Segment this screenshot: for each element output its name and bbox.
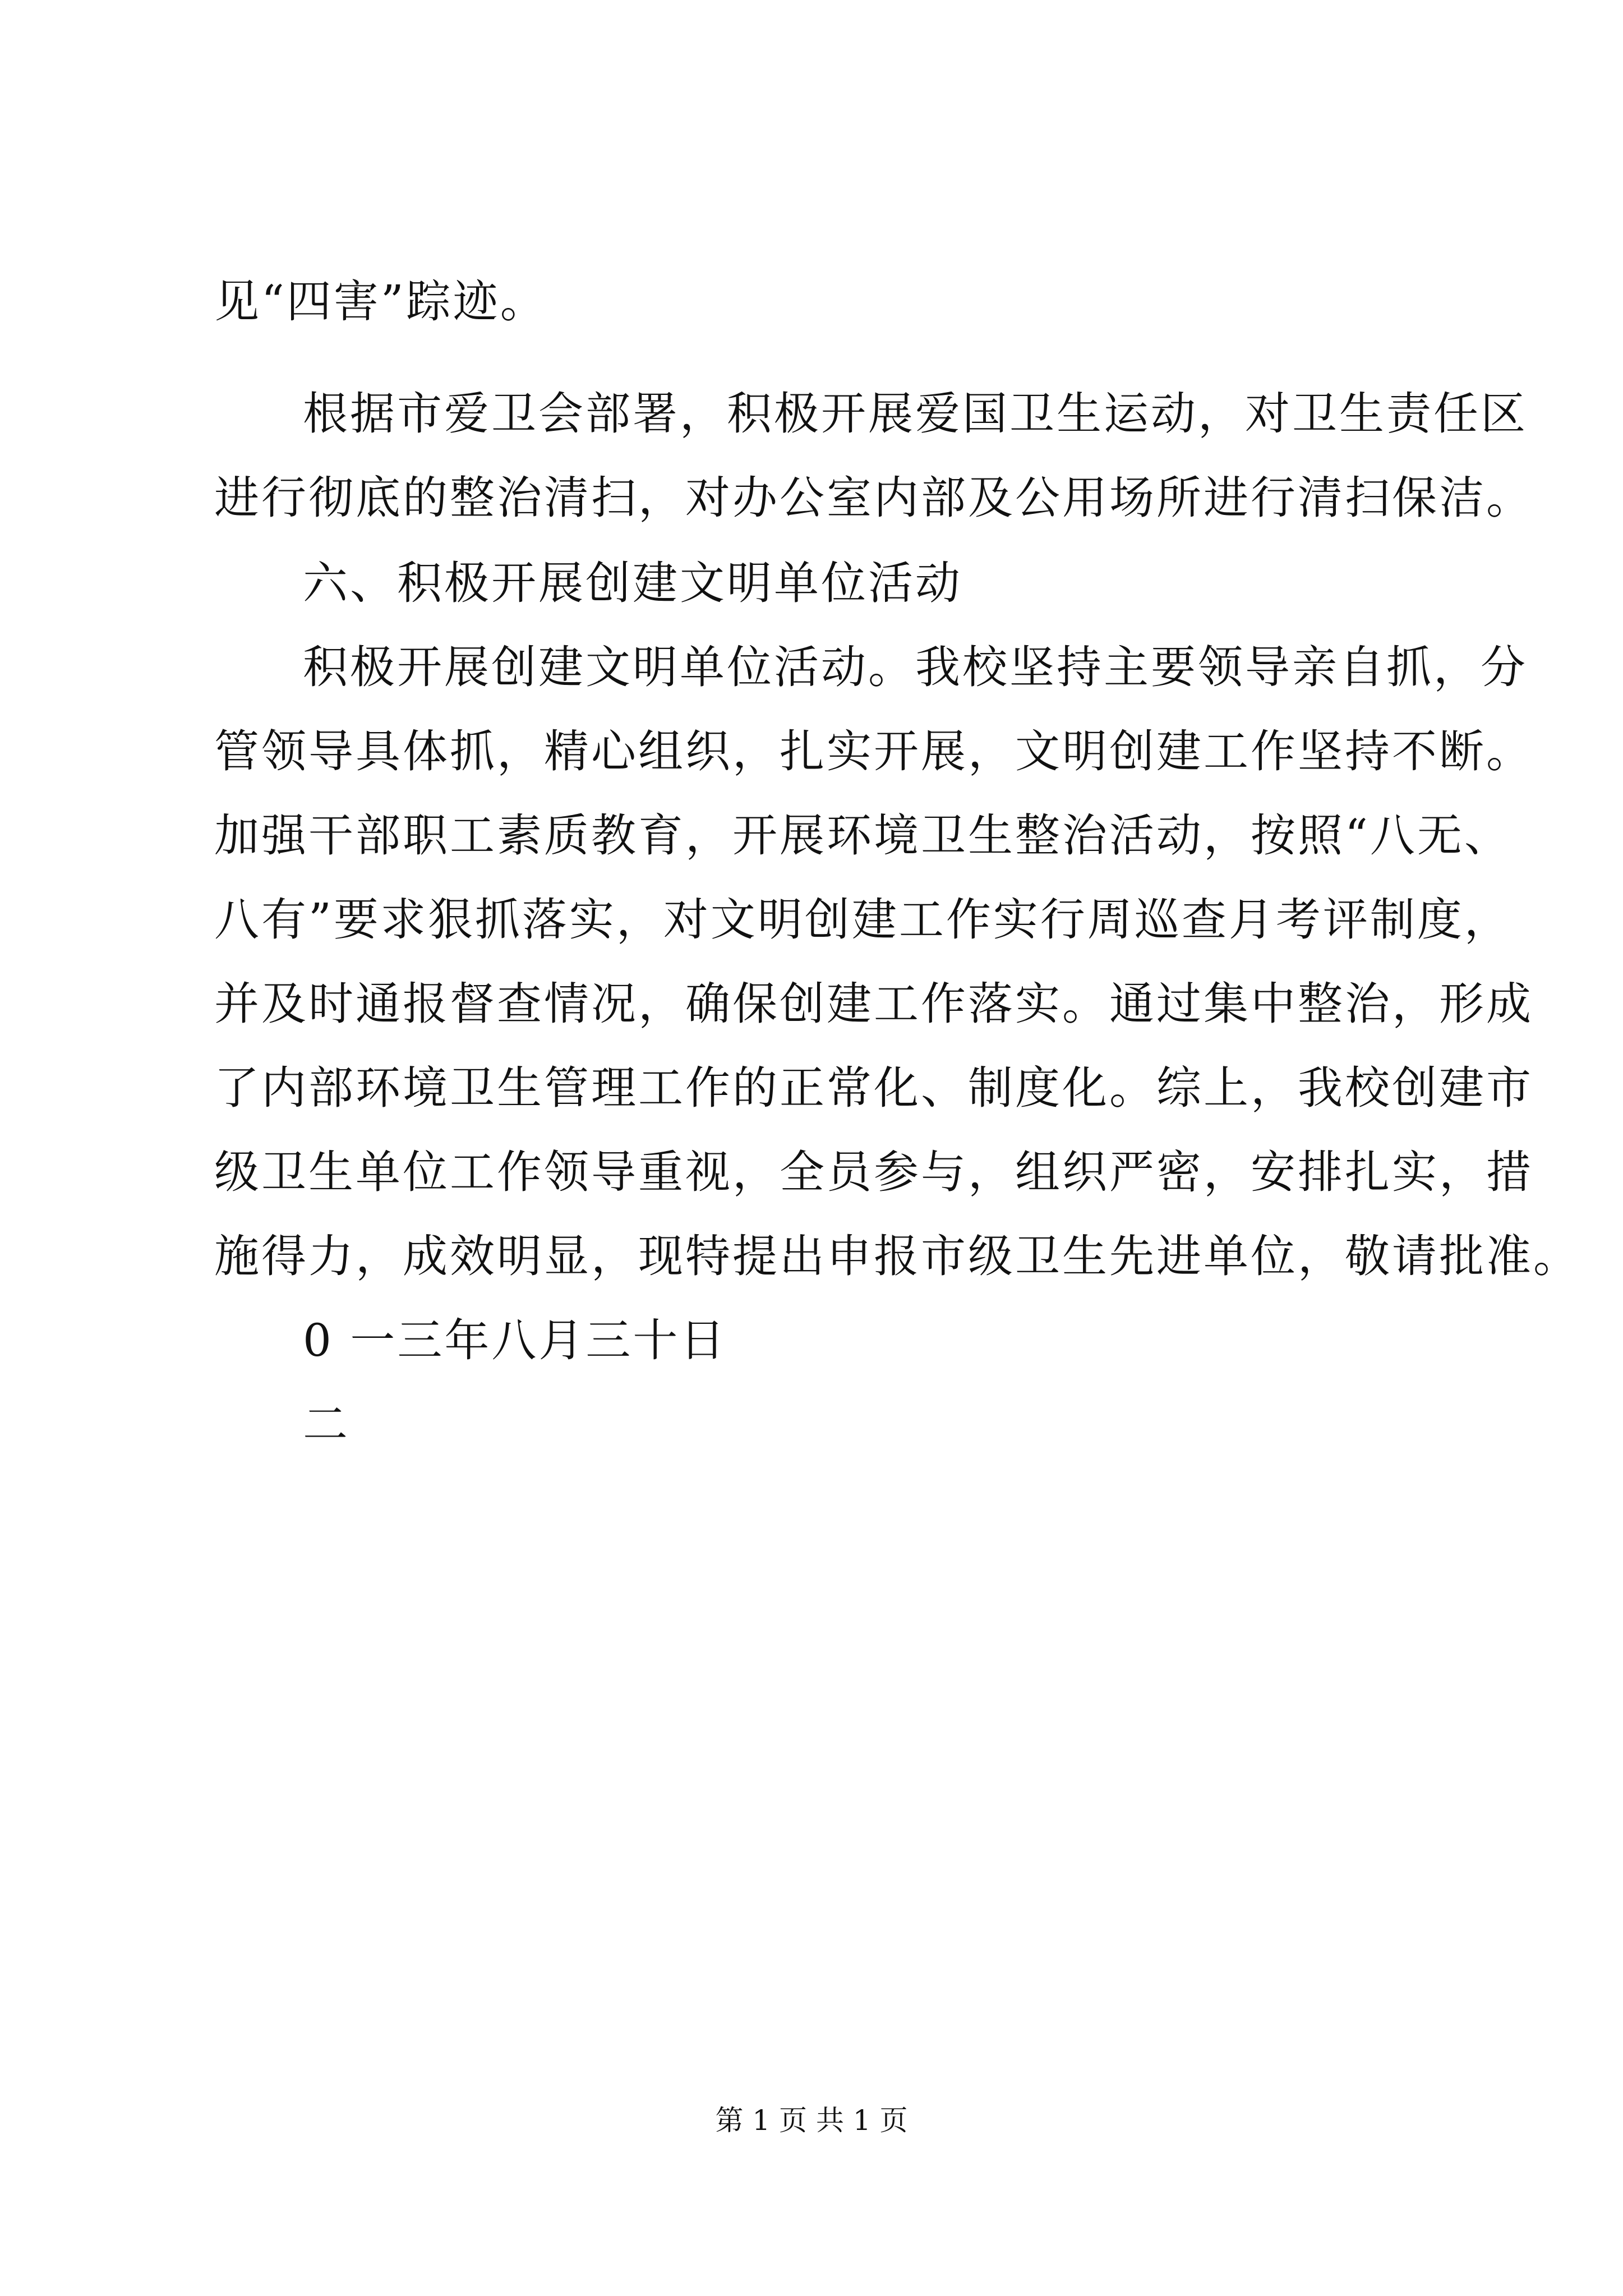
- text-line-2: 根据市爱卫会部署，积极开展爱国卫生运动，对卫生责任区: [303, 388, 1528, 440]
- text-line-1: 见“四害”踪迹。: [214, 275, 547, 328]
- text-line-8: 八有”要求狠抓落实，对文明创建工作实行周巡查月考评制度，: [214, 894, 1511, 946]
- section-heading: 六、积极开展创建文明单位活动: [303, 557, 962, 609]
- text-line-7: 加强干部职工素质教育，开展环境卫生整治活动，按照“八无、: [214, 809, 1511, 862]
- text-line-12: 施得力，成效明显，现特提出申报市级卫生先进单位，敬请批准。: [214, 1230, 1580, 1282]
- text-line-14: 二: [303, 1398, 350, 1451]
- text-line-3: 进行彻底的整治清扫，对办公室内部及公用场所进行清扫保洁。: [214, 472, 1533, 524]
- text-line-11: 级卫生单位工作领导重视，全员参与，组织严密，安排扎实，措: [214, 1146, 1533, 1198]
- text-line-10: 了内部环境卫生管理工作的正常化、制度化。综上，我校创建市: [214, 1062, 1533, 1114]
- text-line-5: 积极开展创建文明单位活动。我校坚持主要领导亲自抓，分: [303, 641, 1528, 693]
- page-number-footer: 第 1 页 共 1 页: [715, 2104, 908, 2137]
- text-line-9: 并及时通报督查情况，确保创建工作落实。通过集中整治，形成: [214, 978, 1533, 1030]
- date-line: 0 一三年八月三十日: [303, 1314, 727, 1366]
- text-line-6: 管领导具体抓，精心组织，扎实开展，文明创建工作坚持不断。: [214, 725, 1533, 777]
